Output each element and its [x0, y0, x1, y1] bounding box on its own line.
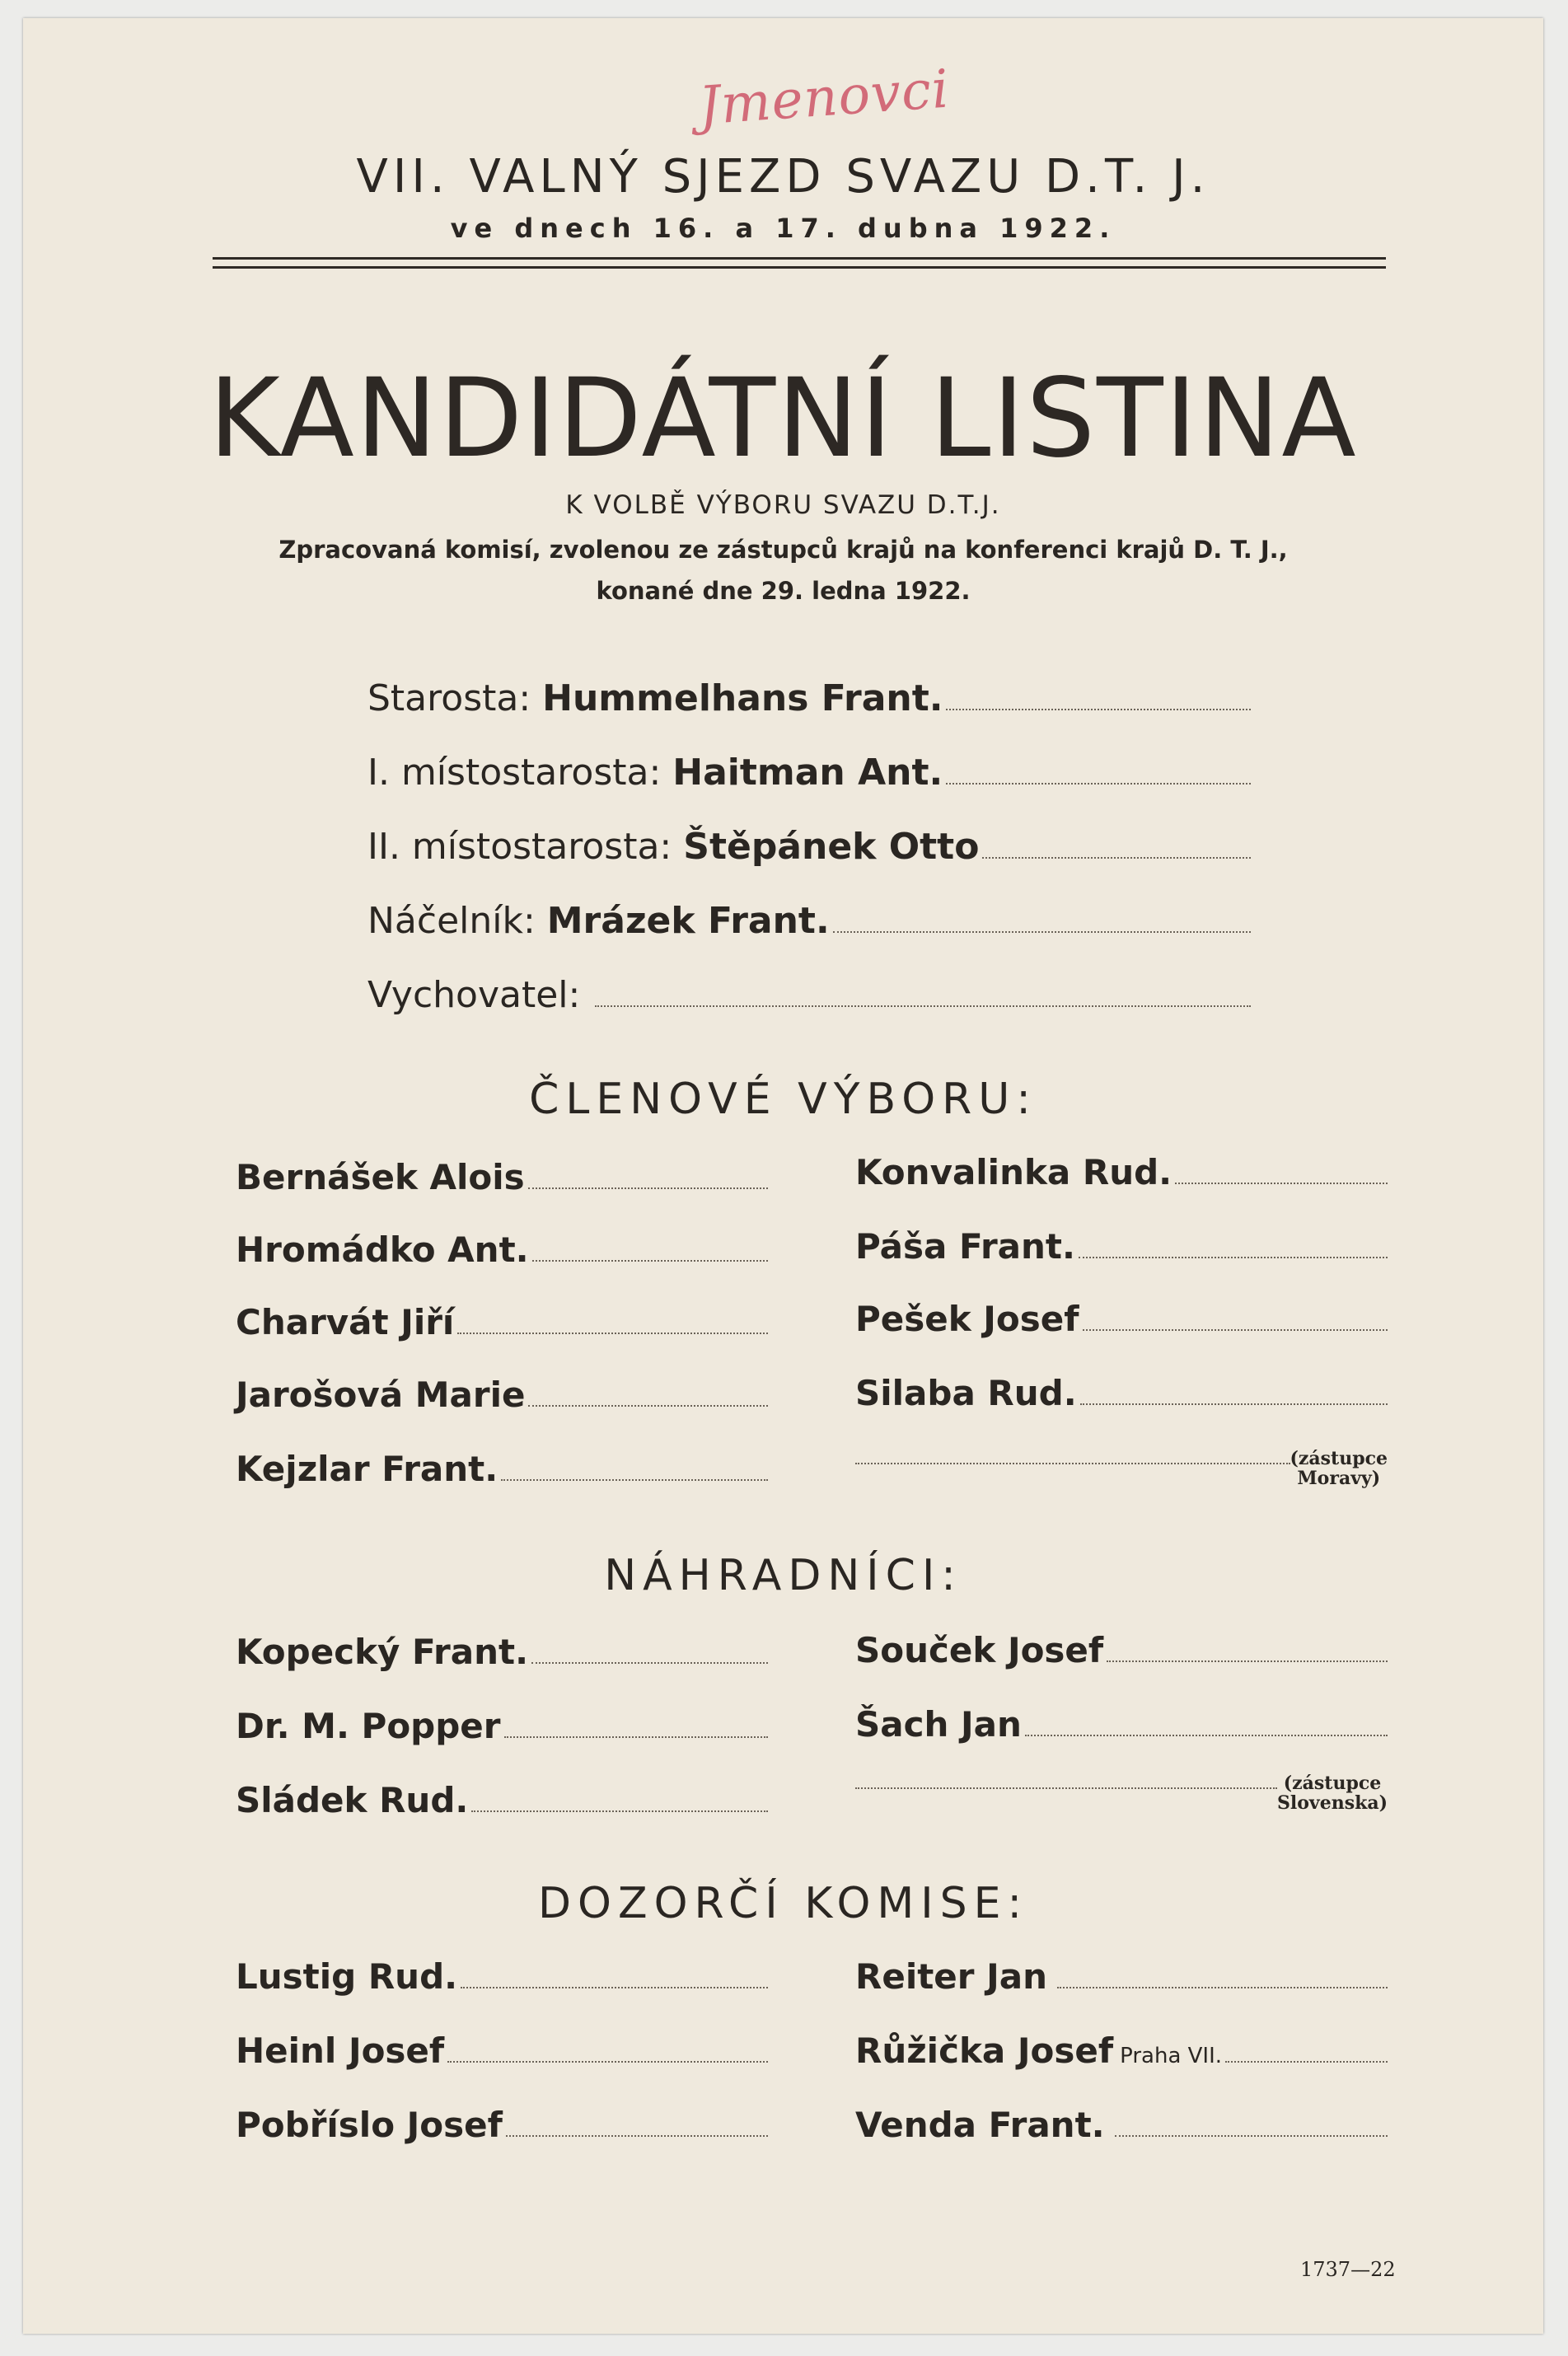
- dotted-leader: [528, 1187, 768, 1189]
- substitute-member: [236, 1706, 768, 1754]
- officer-name: Mrázek Frant.: [546, 900, 830, 942]
- dotted-leader: [1225, 2061, 1388, 2063]
- member-name: Konvalinka Rud.: [855, 1152, 1172, 1192]
- dotted-leader: [855, 1463, 1290, 1464]
- dotted-leader: [946, 709, 1251, 710]
- member-name: Růžička Josef: [855, 2030, 1114, 2071]
- member-note: Praha VII.: [1120, 2044, 1223, 2068]
- member-name: Pobříslo Josef: [236, 2105, 503, 2145]
- dotted-leader: [1080, 1403, 1388, 1405]
- substitute-member: [855, 1630, 1388, 1678]
- dotted-leader: [501, 1479, 768, 1481]
- member-name: Silaba Rud.: [855, 1373, 1077, 1413]
- subtitle-line-3: konané dne 29. ledna 1922.: [596, 577, 971, 605]
- committee-member: [855, 1299, 1388, 1347]
- member-name: Charvát Jiří: [236, 1302, 455, 1342]
- dotted-leader: [1025, 1735, 1388, 1736]
- dotted-leader: [1107, 1660, 1388, 1662]
- member-name: Kejzlar Frant.: [236, 1449, 498, 1489]
- member-name: Venda Frant.: [855, 2105, 1105, 2145]
- dotted-leader: [531, 1662, 768, 1664]
- catalog-number: 1737—22: [1300, 2258, 1396, 2281]
- committee-member: [855, 1152, 1388, 1200]
- member-name: Lustig Rud.: [236, 1956, 458, 1997]
- officer-role: Vychovatel:: [367, 974, 592, 1016]
- member-name: Sládek Rud.: [236, 1780, 469, 1820]
- dotted-leader: [1079, 1257, 1388, 1258]
- supervisory-title: DOZORČÍ KOMISE:: [537, 1879, 1028, 1928]
- member-name: Bernášek Alois: [236, 1157, 525, 1197]
- member-name: Reiter Jan: [855, 1956, 1047, 1997]
- officer-name: Štěpánek Otto: [683, 826, 980, 868]
- dotted-leader: [1083, 1329, 1388, 1331]
- substitute-member: [855, 1704, 1388, 1752]
- note-line: Moravy): [1297, 1468, 1381, 1489]
- member-name: Jarošová Marie: [236, 1375, 526, 1415]
- dotted-leader: [447, 2061, 768, 2063]
- dotted-leader: [1175, 1183, 1388, 1184]
- officer-role: II. místostarosta:: [367, 826, 684, 868]
- representative-note: [1290, 1449, 1388, 1488]
- dotted-leader: [528, 1405, 768, 1407]
- congress-heading: VII. VALNÝ SJEZD SVAZU D.T. J.: [356, 150, 1210, 204]
- note-line: Slovenska): [1277, 1792, 1388, 1814]
- dotted-leader: [982, 857, 1251, 859]
- member-name: Hromádko Ant.: [236, 1230, 529, 1270]
- dotted-leader: [504, 1736, 768, 1738]
- dotted-leader: [532, 1260, 768, 1262]
- substitute-member: [236, 1780, 768, 1828]
- header-rule-top: [213, 257, 1386, 260]
- subtitle-line-1: K VOLBĚ VÝBORU SVAZU D.T.J.: [565, 490, 1001, 520]
- member-name: Dr. M. Popper: [236, 1706, 501, 1746]
- dotted-leader: [946, 783, 1251, 785]
- supervisory-member: [236, 1956, 768, 2004]
- member-name: Kopecký Frant.: [236, 1632, 529, 1672]
- committee-title: ČLENOVÉ VÝBORU:: [529, 1075, 1037, 1124]
- officer-row: [367, 677, 1251, 727]
- officer-name: Hummelhans Frant.: [542, 677, 943, 719]
- member-name: Pešek Josef: [855, 1299, 1079, 1339]
- committee-member: [855, 1373, 1388, 1421]
- supervisory-member: [855, 2105, 1388, 2152]
- committee-member: [236, 1449, 768, 1497]
- dotted-leader: [1057, 1987, 1388, 1988]
- member-name: Heinl Josef: [236, 2030, 445, 2071]
- handwritten-note: Jmenovci: [696, 59, 952, 138]
- document-page: [23, 18, 1543, 2334]
- member-name: Souček Josef: [855, 1630, 1104, 1670]
- officer-name: Haitman Ant.: [672, 752, 943, 794]
- committee-member: [236, 1375, 768, 1422]
- dotted-leader: [461, 1987, 768, 1988]
- representative-note: [1277, 1773, 1388, 1813]
- committee-representative-blank: [855, 1449, 1388, 1497]
- dotted-leader: [855, 1787, 1277, 1789]
- officer-row: [367, 752, 1251, 801]
- dotted-leader: [833, 931, 1251, 933]
- congress-dates: ve dnech 16. a 17. dubna 1922.: [450, 213, 1116, 244]
- supervisory-member: [236, 2030, 768, 2078]
- dotted-leader: [506, 2135, 768, 2137]
- header-rule-bottom: [213, 266, 1386, 269]
- officer-role: I. místostarosta:: [367, 752, 673, 794]
- substitute-representative-blank: [855, 1773, 1388, 1821]
- page-title: KANDIDÁTNÍ LISTINA: [208, 355, 1358, 482]
- member-name: Páša Frant.: [855, 1226, 1075, 1267]
- committee-member: [236, 1302, 768, 1350]
- committee-member: [855, 1226, 1388, 1274]
- committee-member: [236, 1157, 768, 1205]
- committee-member: [236, 1230, 768, 1277]
- officer-role: Starosta:: [367, 677, 543, 719]
- dotted-leader: [1115, 2135, 1388, 2137]
- member-name: Šach Jan: [855, 1704, 1022, 1745]
- dotted-leader: [595, 1005, 1251, 1007]
- officer-row: [367, 826, 1251, 875]
- subtitle-line-2: Zpracovaná komisí, zvolenou ze zástupců krajů na konferenci krajů D. T. J.,: [278, 536, 1288, 564]
- supervisory-member: [236, 2105, 768, 2152]
- dotted-leader: [471, 1810, 768, 1812]
- officer-row: [367, 974, 1251, 1023]
- supervisory-member: [855, 1956, 1388, 2004]
- note-line: (zástupce: [1283, 1773, 1382, 1794]
- officer-role: Náčelník:: [367, 900, 547, 942]
- dotted-leader: [457, 1333, 768, 1334]
- note-line: (zástupce: [1290, 1448, 1388, 1469]
- substitutes-title: NÁHRADNÍCI:: [604, 1551, 962, 1600]
- supervisory-member: [855, 2030, 1388, 2078]
- substitute-member: [236, 1632, 768, 1679]
- officer-row: [367, 900, 1251, 949]
